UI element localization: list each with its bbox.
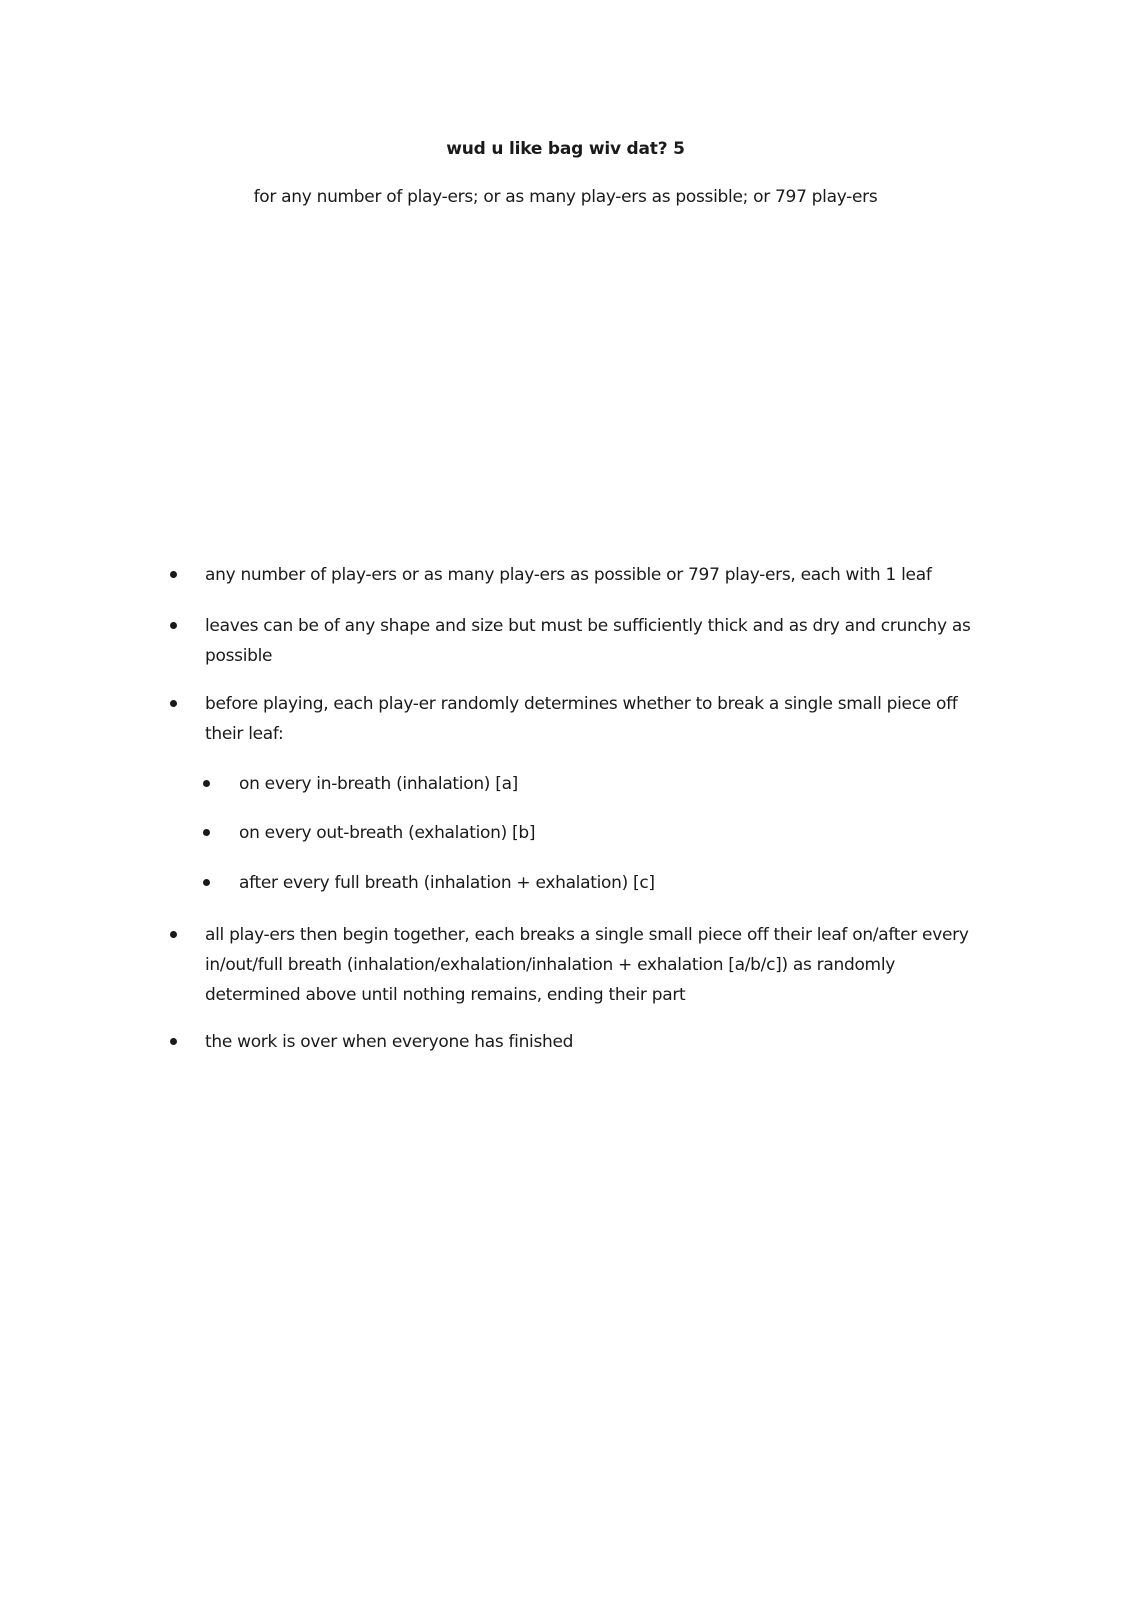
document-subtitle: for any number of play-ers; or as many play-ers as possible; or 797 play-ers [253,187,878,207]
list-item: all play-ers then begin together, each breaks a single small piece off their leaf on/after every in/out/full breath (inhalation/exhalation/inhalation + exhalation [a/b/c]) as randomly determined above until nothing remains, ending their part [205,925,969,1005]
sub-list-item: on every in-breath (inhalation) [a] [239,774,519,794]
bullet-icon [170,571,177,578]
sub-list-item: on every out-breath (exhalation) [b] [239,823,536,843]
sub-list-item: after every full breath (inhalation + exhalation) [c] [239,873,655,893]
document-title: wud u like bag wiv dat? 5 [446,139,685,159]
bullet-icon [170,700,177,707]
list-item: before playing, each play-er randomly determines whether to break a single small piece off their leaf: [205,694,958,744]
bullet-icon [170,931,177,938]
bullet-icon [203,879,210,886]
list-item: leaves can be of any shape and size but must be sufficiently thick and as dry and crunchy as possible [205,616,971,666]
list-item: the work is over when everyone has finished [205,1032,574,1052]
bullet-icon [170,622,177,629]
bullet-icon [170,1038,177,1045]
bullet-icon [203,829,210,836]
list-item: any number of play-ers or as many play-ers as possible or 797 play-ers, each with 1 leaf [205,565,932,585]
bullet-icon [203,780,210,787]
